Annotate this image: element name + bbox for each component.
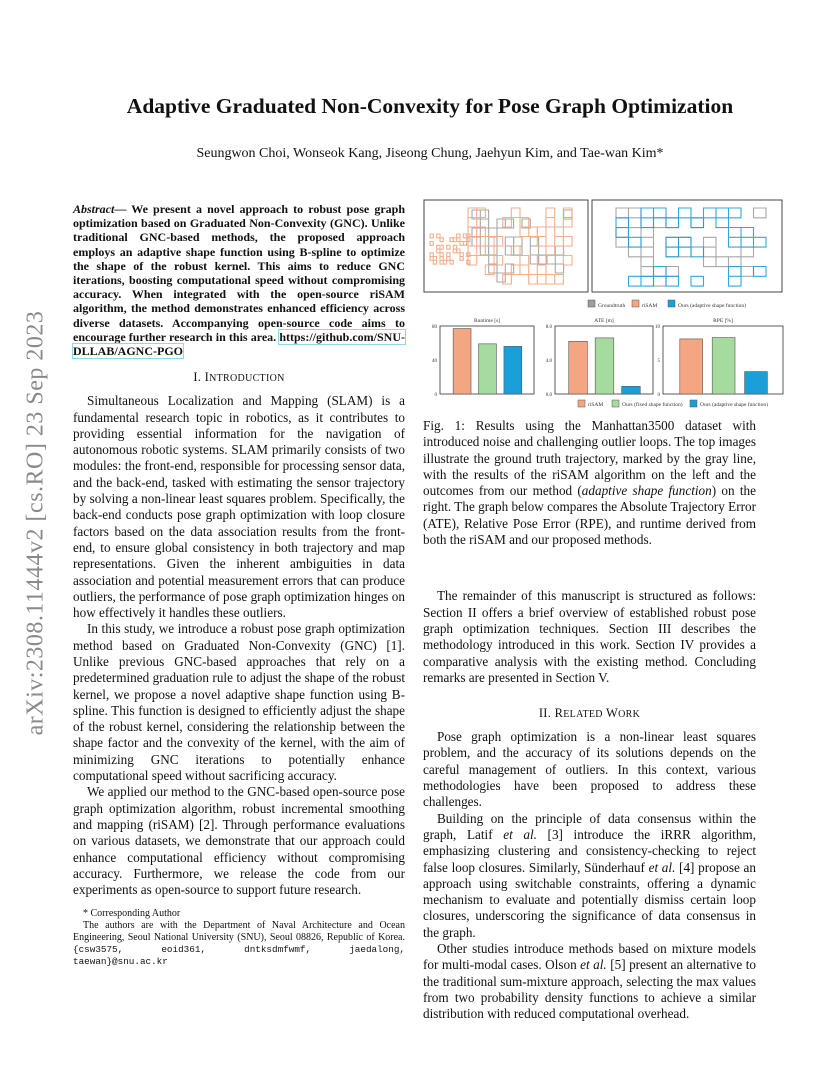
y-tick-label: 0.0 [545, 393, 552, 398]
related-paragraph-2: Building on the principle of data consensus within the graph, Latif et al. [3] introduce the iRRR algorithm, emphasizing clustering and consistency-checking to reject false loop closures. Similarly, Sünderhauf et al. [4] propose an approach using switchable constraints, offering a dynamic mechanism to evaluate and potentially dismiss certain loop closures, underscoring the significance of data consensus in the graph. [423, 810, 757, 940]
intro-paragraph-2: In this study, we introduce a robust pose graph optimization method based on Graduated Non-Convexity (GNC) [1]. Unlike previous GNC-based approaches that rely on a predetermined graduation rule to adjust the shape of the robust kernel, we propose a novel adaptive shape function using B-spline. This function is designed to efficiently adjust the shape of the robust kernel, considering the relationship between the shape factor and the convexity of the kernel, with the aim of minimizing GNC iterations to potentially enhance computational speed without sacrificing accuracy. [73, 621, 405, 784]
related-paragraph-1: Pose graph optimization is a non-linear least squares problem, and the accuracy of its solutions depends on the careful management of outliers. In this context, various methodologies have been proposed to address these challenges. [423, 729, 756, 810]
arxiv-id: arXiv:2308.11444v2 [cs.RO] 23 Sep 2023 [22, 310, 49, 736]
section-heading-related-work: II. RELATED WORK [538, 706, 641, 721]
top-legend-swatch [668, 300, 675, 307]
figure-caption: Fig. 1: Results using the Manhattan3500 dataset with introduced noise and challenging outlier loops. The top images illustrate the ground truth trajectory, marked by the gray line, with the results of the riSAM algorithm on the left and the outcomes from our method (adaptive shape function) on the right. The graph below compares the Absolute Trajectory Error (ATE), Relative Pose Error (RPE), and runtime derived from both the riSAM and our proposed methods. [423, 418, 756, 548]
y-tick-label: 80 [432, 325, 437, 330]
figure-graphics [420, 196, 786, 410]
footnote-corresponding: * Corresponding Author [83, 908, 181, 920]
y-tick-label: 4.0 [545, 359, 552, 364]
outline-paragraph: The remainder of this manuscript is structured as follows: Section II offers a brief overview of established robust pose graph optimization techniques. Section III describes the methodology introduced in this work. Section IV provides a comparative analysis with the existing method. Concluding remarks are presented in Section V. [423, 588, 756, 685]
bottom-legend-swatch [612, 400, 619, 407]
bar [595, 338, 614, 394]
bottom-legend-label: Ours (fixed shape function) [622, 402, 683, 408]
bar [504, 346, 522, 394]
code-link[interactable]: https://github.com/SNU-DLLAB/AGNC-PGO [73, 329, 405, 359]
paper-authors: Seungwon Choi, Wonseok Kang, Jiseong Chung, Jaehyun Kim, and Tae-wan Kim* [196, 146, 664, 161]
chart-title: RPE [%] [713, 318, 733, 324]
bottom-legend-swatch [690, 400, 697, 407]
bottom-legend-label: Ours (adaptive shape function) [700, 402, 768, 408]
bar-chart-3 [663, 326, 783, 394]
intro-paragraph-1: Simultaneous Localization and Mapping (SLAM) is a fundamental research topic in robotics, as it contributes to providing essential information for the navigation of autonomous robotic systems. SLAM primarily consists of two modules: the front-end, responsible for processing sensor data, and the back-end, tasked with estimating the sensor trajectory by solving a non-linear least squares problem. Specifically, the back-end conducts pose graph optimization with loop closure factors based on the data association results from the front-end, to ensure global consistency in both trajectory and map representations. Given the inherent ambiguities in data association and potential measurement errors that can produce outliers, the performance of pose graph optimization hinges on how effectively it handles these outliers. [73, 393, 405, 621]
footnote-emails: {csw3575, eoid361, dntksdmfwmf, jaedalong, taewan}@snu.ac.kr [73, 944, 405, 968]
top-legend-swatch [588, 300, 595, 307]
y-tick-label: 0 [434, 393, 437, 398]
footnotes [73, 908, 405, 968]
paper-title: Adaptive Graduated Non-Convexity for Pose Graph Optimization [126, 94, 734, 118]
section-title: INTRODUCTION [204, 370, 285, 385]
top-legend-swatch [632, 300, 639, 307]
top-legend-label: Groundtruth [598, 303, 626, 309]
section-heading-introduction: I. INTRODUCTION [193, 370, 285, 385]
bar [622, 386, 641, 394]
y-tick-label: 5 [657, 359, 660, 364]
bottom-legend-label: riSAM [588, 402, 604, 408]
footnote-affiliation: The authors are with the Department of Naval Architecture and Ocean Engineering, Seoul National University (SNU), Seoul 08826, Republic of Korea. {csw3575, eoid361, dntksdmfwmf, jaedalong, taewan}@snu.ac.kr [73, 920, 405, 968]
top-legend-label: Ours (adaptive shape function) [678, 303, 746, 309]
left-column [73, 202, 405, 968]
bar [680, 339, 703, 394]
y-tick-label: 10 [655, 325, 660, 330]
bar [453, 329, 471, 394]
right-column [423, 418, 756, 1023]
figure-1 [420, 196, 786, 410]
y-tick-label: 0 [657, 393, 660, 398]
arxiv-sidebar [16, 286, 56, 760]
intro-paragraph-3: We applied our method to the GNC-based open-source pose graph optimization algorithm, robust incremental smoothing and mapping (riSAM) [2]. Through performance evaluations on various datasets, we demonstrate that our approach could enhance computational efficiency without compromising accuracy. Furthermore, we release the code from our experiments as open-source to support future research. [73, 784, 405, 898]
y-tick-label: 8.0 [545, 325, 552, 330]
top-legend-label: riSAM [642, 303, 658, 309]
bar [479, 344, 497, 394]
chart-title: Runtime [s] [473, 318, 501, 324]
related-paragraph-3: Other studies introduce methods based on mixture models for multi-modal cases. Olson et al. [5] present an alternative to the traditional sum-mixture approach, selecting the max values from two probability density functions to achieve a similar distribution with reduced computational overhead. [423, 941, 756, 1022]
bar-chart-1 [440, 326, 534, 394]
bar [712, 338, 735, 394]
bar [745, 372, 768, 394]
abstract-text: We present a novel approach to robust pose graph optimization based on Graduated Non-Convexity (GNC). Unlike traditional GNC-based methods, the proposed approach employs an adaptive shape function using B-spline to optimize the shape of the robust kernel. This aims to reduce GNC iterations, boosting computational speed without compromising accuracy. When integrated with the open-source riSAM algorithm, the method demonstrates enhanced efficiency across diverse datasets. Accompanying open-source code aims to encourage further research in this area. [73, 202, 405, 344]
abstract: Abstract— We present a novel approach to robust pose graph optimization based on Graduated Non-Convexity (GNC). Unlike traditional GNC-based methods, the proposed approach employs an adaptive shape function using B-spline to optimize the shape of the robust kernel. This aims to reduce GNC iterations, boosting computational speed without compromising accuracy. When integrated with the open-source riSAM algorithm, the method demonstrates enhanced efficiency across diverse datasets. Accompanying open-source code aims to encourage further research in this area. https://github.com/SNU-DLLAB/AGNC-PGO [73, 202, 405, 359]
bottom-legend-swatch [578, 400, 585, 407]
bar [569, 341, 588, 394]
abstract-lead: Abstract [73, 202, 115, 216]
section-title: RELATED WORK [554, 706, 641, 721]
chart-title: ATE [m] [594, 318, 614, 324]
bar-chart-2 [555, 326, 653, 394]
y-tick-label: 40 [432, 359, 437, 364]
